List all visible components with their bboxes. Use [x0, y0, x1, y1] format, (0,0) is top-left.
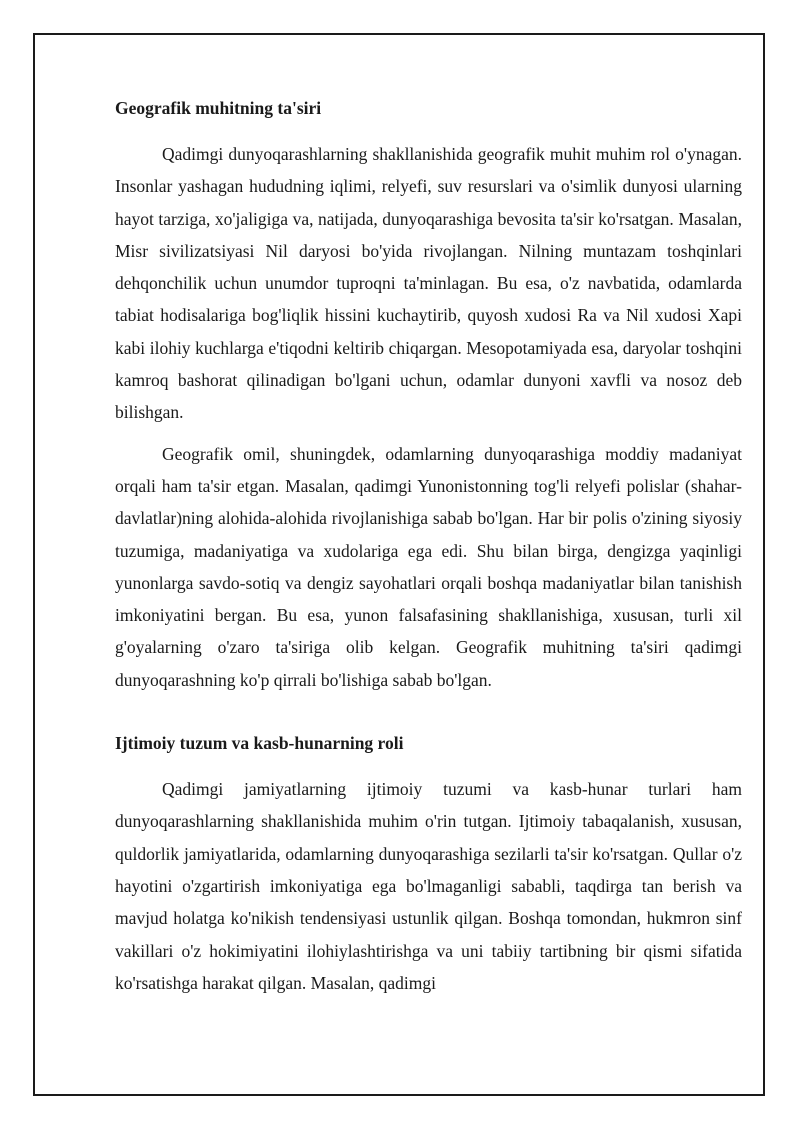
paragraph: Qadimgi dunyoqarashlarning shakllanishida geografik muhit muhim rol o'ynagan. Insonlar yashagan hududning iqlimi, relyefi, suv resurslari va o'simlik dunyosi ularning hayot tarziga, xo'jaligiga va, natijada, dunyoqarashiga bevosita ta'sir ko'rsatgan. Masalan, Misr sivilizatsiyasi Nil daryosi bo'yida rivojlangan. Nilning muntazam toshqinlari dehqonchilik uchun unumdor tuproqni ta'minlagan. Bu esa, o'z navbatida, odamlarda tabiat hodisalariga bog'liqlik hissini kuchaytirib, quyosh xudosi Ra va Nil xudosi Xapi kabi ilohiy kuchlarga e'tiqodni keltirib chiqargan. Mesopotamiyada esa, daryolar toshqini kamroq bashorat qilinadigan bo'lgani uchun, odamlar dunyoni xavfli va nosoz deb bilishgan. [115, 144, 742, 423]
section-heading-social-structure: Ijtimoiy tuzum va kasb-hunarning roli [115, 733, 404, 754]
section-heading-geography: Geografik muhitning ta'siri [115, 98, 322, 118]
document-body [115, 97, 742, 1008]
paragraph: Geografik omil, shuningdek, odamlarning dunyoqarashiga moddiy madaniyat orqali ham ta'sir etgan. Masalan, qadimgi Yunonistonning tog'li relyefi polislar (shahar-davlatlar)ning alohida-alohida rivojlanishiga sabab bo'lgan. Har bir polis o'zining siyosiy tuzumiga, madaniyatiga va xudolariga ega edi. Shu bilan birga, dengizga yaqinligi yunonlarga savdo-sotiq va dengiz sayohatlari orqali boshqa madaniyatlar bilan tanishish imkoniyatini bergan. Bu esa, yunon falsafasining shakllanishiga, xususan, turli xil g'oyalarning o'zaro ta'siriga olib kelgan. Geografik muhitning ta'siri qadimgi dunyoqarashning ko'p qirrali bo'lishiga sabab bo'lgan. [115, 443, 742, 690]
paragraph: Qadimgi jamiyatlarning ijtimoiy tuzumi va kasb-hunar turlari ham dunyoqarashlarning shakllanishida muhim o'rin tutgan. Ijtimoiy tabaqalanish, xususan, quldorlik jamiyatlarida, odamlarning dunyoqarashiga sezilarli ta'sir ko'rsatgan. Qullar o'z hayotini o'zgartirish imkoniyatiga ega bo'lmaganligi sababli, taqdirga tan berish va mavjud holatga ko'nikish tendensiyasi ustunlik qilgan. Boshqa tomondan, hukmron sinf vakillari o'z hokimiyatini ilohiylashtirishga va uni tabiiy tartibning bir qismi sifatida ko'rsatishga harakat qilgan. Masalan, qadimgi [115, 779, 742, 993]
